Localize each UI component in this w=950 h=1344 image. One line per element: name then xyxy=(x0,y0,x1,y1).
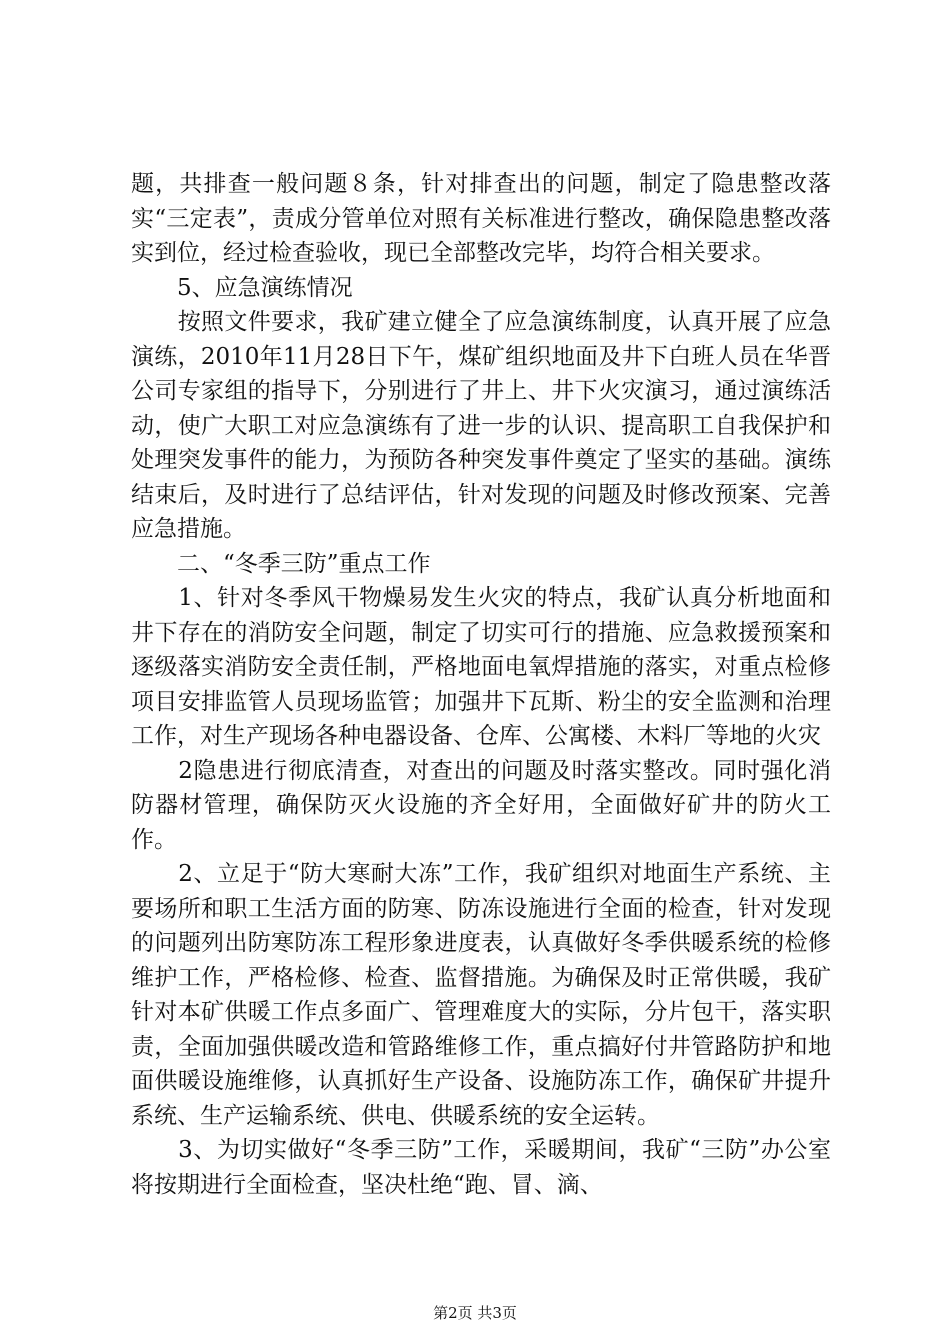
paragraph-fire-prevention: 1、针对冬季风干物燥易发生火灾的特点，我矿认真分析地面和井下存在的消防安全问题，制定了切实可行的措施、应急救援预案和逐级落实消防安全责任制，严格地面电氧焊措施的落实，对重点检修项目安排监管人员现场监管；加强井下瓦斯、粉尘的安全监测和治理工作，对生产现场各种电器设备、仓库、公寓楼、木料厂等地的火灾 xyxy=(131,585,831,749)
section-heading-emergency-drill: 5、应急演练情况 xyxy=(131,274,353,301)
document-body xyxy=(131,167,831,1202)
paragraph-continuation: 题，共排查一般问题８条，针对排查出的问题，制定了隐患整改落实“三定表”，责成分管单位对照有关标准进行整改，确保隐患整改落实到位，经过检查验收，现已全部整改完毕，均符合相关要求。 xyxy=(131,171,831,266)
paragraph-emergency-drill: 按照文件要求，我矿建立健全了应急演练制度，认真开展了应急演练，2010年11月28日下午，煤矿组织地面及井下白班人员在华晋公司专家组的指导下，分别进行了井上、井下火灾演习，通过演练活动，使广大职工对应急演练有了进一步的认识、提高职工自我保护和处理突发事件的能力，为预防各种突发事件奠定了坚实的基础。演练结束后，及时进行了总结评估，针对发现的问题及时修改预案、完善应急措施。 xyxy=(131,309,831,542)
page-number-footer: 第2页 共3页 xyxy=(433,1304,517,1322)
paragraph-hazard-inspection: 2隐患进行彻底清查，对查出的问题及时落实整改。同时强化消防器材管理，确保防灭火设施的齐全好用，全面做好矿井的防火工作。 xyxy=(131,757,831,853)
section-heading-winter-prevention: 二、“冬季三防”重点工作 xyxy=(131,550,431,577)
paragraph-inspection-office: 3、为切实做好“冬季三防”工作，采暖期间，我矿“三防”办公室将按期进行全面检查，坚决杜绝“跑、冒、滴、 xyxy=(131,1137,831,1198)
paragraph-cold-prevention: 2、立足于“防大寒耐大冻”工作，我矿组织对地面生产系统、主要场所和职工生活方面的防寒、防冻设施进行全面的检查，针对发现的问题列出防寒防冻工程形象进度表，认真做好冬季供暖系统的检修维护工作，严格检修、检查、监督措施。为确保及时正常供暖，我矿针对本矿供暖工作点多面广、管理难度大的实际，分片包干，落实职责，全面加强供暖改造和管路维修工作，重点搞好付井管路防护和地面供暖设施维修，认真抓好生产设备、设施防冻工作，确保矿井提升系统、生产运输系统、供电、供暖系统的安全运转。 xyxy=(131,861,831,1129)
